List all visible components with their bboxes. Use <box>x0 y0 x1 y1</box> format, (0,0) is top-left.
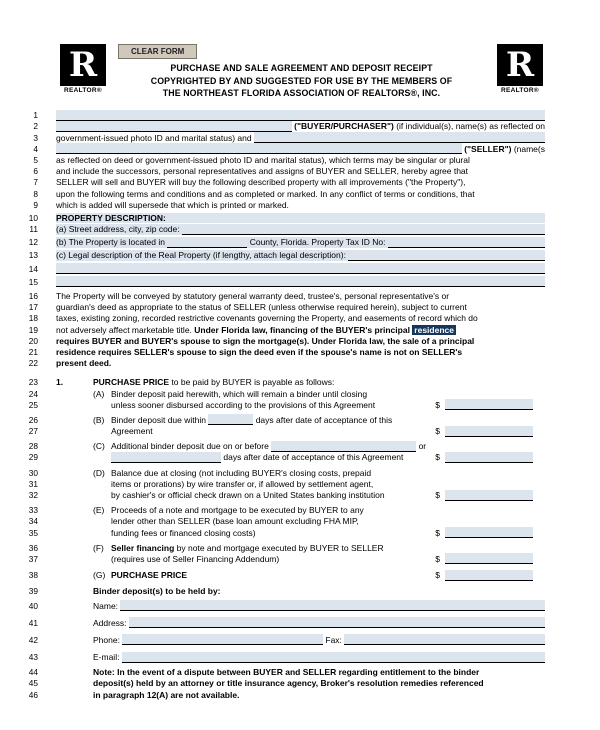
line-content <box>56 389 545 400</box>
amount-entry <box>435 426 533 437</box>
line-number: 40 <box>28 600 38 611</box>
bold-text: 1. <box>56 377 64 388</box>
text: (C) <box>93 441 105 452</box>
line-number: 36 <box>28 542 38 553</box>
form-line <box>24 223 545 234</box>
form-line <box>24 154 545 165</box>
text: or <box>416 441 427 452</box>
form-field-blank[interactable] <box>122 634 323 645</box>
line-content <box>56 166 545 177</box>
line-number: 33 <box>28 505 38 516</box>
document-header <box>58 44 545 100</box>
text: (name(s <box>511 143 545 154</box>
text: funding fees or financed closing costs) <box>111 527 256 538</box>
form-line <box>24 132 545 143</box>
line-number: 32 <box>28 490 38 500</box>
form-line <box>24 527 545 538</box>
line-number: 23 <box>28 377 38 388</box>
line-content <box>56 143 545 154</box>
line-number: 17 <box>28 302 38 313</box>
line-content <box>56 505 545 516</box>
text: days after date of acceptance of this <box>253 414 393 425</box>
line-content <box>56 347 545 358</box>
line-content <box>56 543 545 554</box>
line-number: 43 <box>28 652 38 663</box>
line-number: 31 <box>28 478 38 489</box>
form-line <box>24 188 545 199</box>
bold-text: Binder deposit(s) to be held by: <box>93 586 221 597</box>
text: lender other than SELLER (base loan amount excluding FHA MIP, <box>111 516 359 527</box>
form-line <box>24 678 545 689</box>
realtor-logo-caption: REALTOR® <box>63 87 102 94</box>
line-content <box>56 617 545 628</box>
line-number: 2 <box>33 121 38 132</box>
form-field-blank[interactable] <box>56 121 292 132</box>
line-number: 28 <box>28 441 38 452</box>
line-number: 20 <box>28 335 38 346</box>
amount-field-blank[interactable] <box>445 553 533 564</box>
text: items or prorations) by wire transfer or, if allowed by settlement agent, <box>111 478 374 489</box>
text: Agreement <box>111 426 153 437</box>
document-lines <box>24 110 545 701</box>
line-content <box>56 570 545 581</box>
text: and include the successors, personal representatives and assigns of BUYER and SELLER, hereby agree that <box>56 166 469 177</box>
form-line <box>24 634 545 645</box>
form-line <box>24 667 545 678</box>
form-line <box>24 377 545 388</box>
text: guardian's deed as appropriate to the status of SELLER (unless otherwise required herein), subject to current <box>56 302 467 313</box>
line-number: 44 <box>28 667 38 678</box>
line-number: 16 <box>28 291 38 301</box>
text: Phone: <box>93 634 123 645</box>
text: (G) <box>93 570 106 581</box>
form-field-blank[interactable] <box>122 652 545 663</box>
line-content <box>56 132 545 143</box>
realtor-logo-icon: R <box>497 44 543 86</box>
line-content <box>56 325 545 336</box>
text: (F) <box>93 542 104 553</box>
bold-text: PROPERTY DESCRIPTION: <box>56 212 166 223</box>
line-number: 35 <box>28 527 38 538</box>
form-line <box>24 302 545 313</box>
amount-entry <box>435 399 533 410</box>
line-number: 38 <box>28 570 38 581</box>
line-number: 22 <box>28 358 38 369</box>
form-line <box>24 399 545 410</box>
bold-text: residence requires SELLER's spouse to sign the deed even if the spouse's name is not on SELLER's <box>56 346 463 357</box>
text: to be paid by BUYER is payable as follows: <box>169 377 335 388</box>
line-number: 7 <box>33 177 38 188</box>
form-field-blank[interactable] <box>388 237 545 248</box>
text: not adversely affect marketable title. <box>56 324 195 335</box>
bold-text: PURCHASE PRICE <box>111 570 188 581</box>
line-number: 26 <box>28 414 38 425</box>
amount-field-blank[interactable] <box>445 527 533 538</box>
line-content <box>56 690 545 701</box>
form-line <box>24 121 545 132</box>
form-line <box>24 425 545 436</box>
text: (A) <box>93 388 105 399</box>
line-content <box>56 399 545 410</box>
form-field-blank[interactable] <box>208 414 253 425</box>
form-field-blank[interactable] <box>111 452 221 463</box>
dollar-sign: $ <box>435 426 440 437</box>
form-line <box>24 553 545 564</box>
text: upon the following terms and conditions and as completed or marked. In any conflict of terms or conditions, that <box>56 188 475 199</box>
text: The Property will be conveyed by statutory general warranty deed, trustee's, personal representative's or <box>56 291 450 301</box>
line-number: 18 <box>28 313 38 324</box>
line-content <box>56 426 545 437</box>
form-field-blank[interactable] <box>129 617 545 628</box>
line-content <box>56 237 545 248</box>
text: (E) <box>93 505 105 516</box>
line-number: 45 <box>28 678 38 689</box>
line-content <box>56 667 545 678</box>
line-content <box>56 553 545 564</box>
line-number: 8 <box>33 188 38 199</box>
text: Fax: <box>323 634 345 645</box>
amount-field-blank[interactable] <box>445 452 533 463</box>
text: (if individual(s), name(s) as reflected on <box>393 121 545 132</box>
text: by cashier's or official check drawn on a United States banking institution <box>111 490 385 500</box>
text: (a) Street address, city, zip code: <box>56 224 182 235</box>
bold-text: Under Florida law, financing of the BUYER's principal <box>194 324 413 335</box>
form-line <box>24 617 545 628</box>
form-line <box>24 569 545 580</box>
form-field-blank[interactable] <box>56 276 545 287</box>
text: Name: <box>93 600 121 611</box>
form-line <box>24 414 545 425</box>
realtor-logo-right <box>495 44 545 94</box>
form-line <box>24 516 545 527</box>
line-content <box>56 224 545 235</box>
bold-text: ("SELLER") <box>461 143 512 154</box>
text: Additional binder deposit due on or before <box>111 441 272 452</box>
line-number: 12 <box>28 237 38 248</box>
line-content <box>56 358 545 369</box>
amount-entry <box>435 553 533 564</box>
line-content <box>56 155 545 166</box>
line-number: 4 <box>33 143 38 154</box>
bold-text: PURCHASE PRICE <box>93 377 170 388</box>
form-line <box>24 357 545 368</box>
form-line <box>24 651 545 662</box>
header-center <box>114 44 489 100</box>
line-content <box>56 678 545 689</box>
realtor-logo-caption: REALTOR® <box>500 87 539 94</box>
line-number: 46 <box>28 689 38 700</box>
text: E-mail: <box>93 652 122 663</box>
bold-text: present deed. <box>56 358 112 369</box>
text: Balance due at closing (not including BUYER's closing costs, prepaid <box>111 467 372 478</box>
line-number: 42 <box>28 634 38 645</box>
line-number: 27 <box>28 426 38 437</box>
line-content <box>56 313 545 324</box>
line-number: 34 <box>28 516 38 527</box>
line-content <box>56 121 545 132</box>
form-line <box>24 263 545 274</box>
dollar-sign: $ <box>435 570 440 581</box>
form-field-blank[interactable] <box>344 634 545 645</box>
line-number: 29 <box>28 452 38 463</box>
line-content <box>56 263 545 274</box>
form-line <box>24 110 545 121</box>
text: (c) Legal description of the Real Property (if lengthy, attach legal description): <box>56 250 349 261</box>
line-content <box>56 189 545 200</box>
form-line <box>24 600 545 611</box>
text: (requires use of Seller Financing Addendum) <box>111 553 280 564</box>
line-number: 5 <box>33 154 38 165</box>
text: SELLER will sell and BUYER will buy the following described property with all improvements ("the Property"), <box>56 177 466 188</box>
line-number: 13 <box>28 250 38 261</box>
dollar-sign: $ <box>435 490 440 500</box>
form-field-blank[interactable] <box>120 600 545 611</box>
form-line <box>24 324 545 335</box>
text: government-issued photo ID and marital status) and <box>56 132 254 143</box>
form-line <box>24 689 545 700</box>
form-field-blank[interactable] <box>271 441 416 452</box>
form-line <box>24 586 545 597</box>
line-content <box>56 336 545 347</box>
line-number: 30 <box>28 467 38 478</box>
form-line <box>24 237 545 248</box>
form-line <box>24 165 545 176</box>
text: Address: <box>93 617 129 628</box>
line-content <box>56 490 545 501</box>
line-number: 1 <box>33 110 38 121</box>
line-content <box>56 527 545 538</box>
form-field-blank[interactable] <box>348 250 545 261</box>
line-number: 10 <box>28 212 38 223</box>
line-content <box>56 200 545 211</box>
line-number: 41 <box>28 617 38 628</box>
dollar-sign: $ <box>435 527 440 538</box>
text: Binder deposit paid herewith, which will remain a binder until closing <box>111 388 368 399</box>
form-line <box>24 276 545 287</box>
text: unless sooner disbursed according to the provisions of this Agreement <box>111 399 376 410</box>
form-field-blank[interactable] <box>56 143 462 154</box>
realtor-logo-left <box>58 44 108 94</box>
line-content <box>56 250 545 261</box>
line-number: 37 <box>28 553 38 564</box>
dollar-sign: $ <box>435 399 440 410</box>
form-line <box>24 143 545 154</box>
amount-field-blank[interactable] <box>445 426 533 437</box>
line-content <box>56 652 545 663</box>
form-line <box>24 441 545 452</box>
document-title-line1: PURCHASE AND SALE AGREEMENT AND DEPOSIT RECEIPT <box>170 63 433 73</box>
form-line <box>24 542 545 553</box>
bold-text: Note: In the event of a dispute between BUYER and SELLER regarding entitlement to the binder <box>93 667 480 678</box>
line-number: 24 <box>28 388 38 399</box>
line-number: 21 <box>28 346 38 357</box>
amount-entry <box>435 570 533 581</box>
form-line <box>24 177 545 188</box>
form-field-blank[interactable] <box>56 110 545 121</box>
line-number: 25 <box>28 399 38 410</box>
line-content <box>56 586 545 597</box>
form-field-blank[interactable] <box>56 263 545 274</box>
line-content <box>56 600 545 611</box>
amount-field-blank[interactable] <box>445 490 533 501</box>
line-number: 14 <box>28 263 38 274</box>
text: Binder deposit due within <box>111 414 209 425</box>
text: days after date of acceptance of this Agreement <box>221 452 404 463</box>
line-number: 6 <box>33 166 38 177</box>
text: Proceeds of a note and mortgage to be executed by BUYER to any <box>111 505 364 516</box>
document-title-line3: THE NORTHEAST FLORIDA ASSOCIATION OF REALTORS®, INC. <box>162 88 441 98</box>
dollar-sign: $ <box>435 452 440 463</box>
line-content <box>56 479 545 490</box>
line-content <box>56 213 545 224</box>
form-line <box>24 250 545 261</box>
bold-text: ("BUYER/PURCHASER") <box>291 121 394 132</box>
bold-text: in paragraph 12(A) are not available. <box>93 689 240 700</box>
text: which is added will supersede that which is printed or marked. <box>56 199 289 210</box>
form-line <box>24 290 545 301</box>
text: County, Florida. Property Tax ID No: <box>247 237 388 248</box>
form-line <box>24 212 545 223</box>
line-number: 11 <box>29 224 38 235</box>
line-content <box>56 468 545 479</box>
text: taxes, existing zoning, recorded restrictive covenants governing the Property, and easements of record which do <box>56 313 478 324</box>
line-content <box>56 414 545 425</box>
line-content <box>56 276 545 287</box>
highlighted-text: residence <box>414 324 454 335</box>
form-line <box>24 505 545 516</box>
form-line <box>24 388 545 399</box>
line-number: 15 <box>28 276 38 287</box>
amount-field-blank[interactable] <box>445 570 533 581</box>
form-line <box>24 346 545 357</box>
line-content <box>56 302 545 313</box>
line-content <box>56 291 545 302</box>
clear-form-button[interactable]: CLEAR FORM <box>118 44 197 59</box>
form-line <box>24 199 545 210</box>
line-number: 39 <box>28 586 38 597</box>
bold-text: Seller financing <box>111 542 175 553</box>
text: by note and mortgage executed by BUYER to SELLER <box>174 542 384 553</box>
text: (D) <box>93 467 105 478</box>
line-number: 19 <box>28 324 38 335</box>
amount-entry <box>435 452 533 463</box>
realtor-logo-icon: R <box>60 44 106 86</box>
form-line <box>24 452 545 463</box>
line-content <box>56 441 545 452</box>
bold-text: requires BUYER and BUYER's spouse to sign the mortgage(s). Under Florida law, the sale of a principal <box>56 335 475 346</box>
text: as reflected on deed or government-issued photo ID and marital status), which terms may be singular or plural <box>56 154 470 165</box>
form-line <box>24 489 545 500</box>
form-line <box>24 467 545 478</box>
amount-entry <box>435 527 533 538</box>
line-content <box>56 377 545 388</box>
form-field-blank[interactable] <box>182 224 545 235</box>
line-number: 3 <box>33 132 38 143</box>
line-content <box>56 516 545 527</box>
text: (b) The Property is located in <box>56 237 168 248</box>
form-line <box>24 313 545 324</box>
form-line <box>24 335 545 346</box>
document-title-line2: COPYRIGHTED BY AND SUGGESTED FOR USE BY THE MEMBERS OF <box>150 75 453 86</box>
form-field-blank[interactable] <box>167 237 247 248</box>
dollar-sign: $ <box>435 553 440 564</box>
line-content <box>56 634 545 645</box>
line-content <box>56 452 545 463</box>
amount-field-blank[interactable] <box>445 399 533 410</box>
line-content <box>56 110 545 121</box>
form-line <box>24 478 545 489</box>
form-field-blank[interactable] <box>254 132 545 143</box>
line-number: 9 <box>33 199 38 210</box>
amount-entry <box>435 490 533 501</box>
text: (B) <box>93 414 105 425</box>
line-content <box>56 177 545 188</box>
bold-text: deposit(s) held by an attorney or title insurance agency, Broker's resolution remedies referenced <box>93 678 484 689</box>
